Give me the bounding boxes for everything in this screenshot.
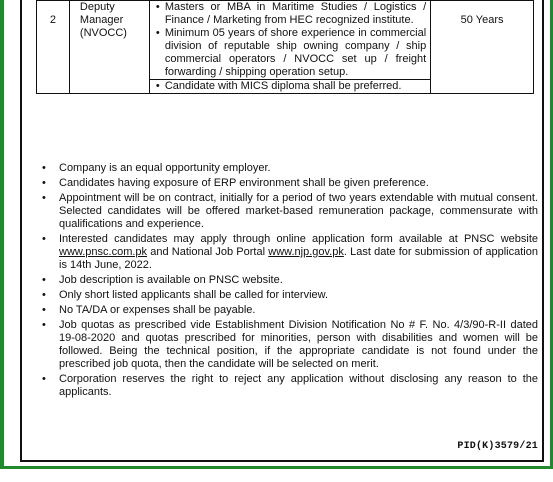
list-item [156, 27, 426, 79]
list-item: • Job quotas as prescribed vide Establishment Division Notification No # F. No. 4/3/90-R-II dated 19-08-2020 and quotas prescribed for minorities, person with disabilities and women will be followed. Being the technical position, if the appropriate candidate is not found under the prescribed job quota, then the candidate will be selected on merit. [42, 319, 538, 371]
qualification-text: Masters or MBA in Maritime Studies / Logistics / Finance / Marketing from HEC recognized institute. [164, 1, 427, 26]
list-item: • Appointment will be on contract, initially for a period of two years extendable with mutual consent. Selected candidates will be offered market-based remuneration package, commensurate with qualifications and experience. [42, 192, 538, 231]
apply-text: Interested candidates may apply through online application form available at PNSC website [59, 233, 538, 245]
list-item [42, 233, 538, 272]
green-frame-left [0, 0, 4, 482]
bullet-icon: • [155, 27, 160, 39]
pnsc-website-link[interactable]: www.pnsc.com.pk [59, 246, 148, 258]
preference-text: Candidate with MICS diploma shall be preferred. [164, 80, 402, 92]
job-table [36, 0, 534, 94]
list-item: • Candidates having exposure of ERP environment shall be given preference. [42, 177, 538, 190]
post-title: Deputy Manager (NVOCC) [69, 1, 149, 94]
requirements-block [150, 1, 430, 79]
apply-text-middle: and National Job Portal [147, 246, 269, 258]
max-age: 50 Years [431, 1, 534, 94]
qualification-cell [149, 1, 430, 94]
bullet-icon: • [155, 1, 160, 13]
table-row [37, 1, 534, 94]
deadline-text: . Last date for submission of application is 14th June, 2022. [59, 246, 538, 271]
list-item: • Only short listed applicants shall be called for interview. [42, 289, 538, 302]
list-item [156, 80, 426, 93]
preference-block [150, 79, 430, 93]
advertisement-sheet [20, 0, 544, 462]
list-item: • Job description is available on PNSC website. [42, 274, 538, 287]
reference-number: PID(K)3579/21 [457, 441, 538, 452]
list-item: • No TA/DA or expenses shall be payable. [42, 304, 538, 317]
bullet-icon: • [155, 80, 160, 92]
list-item: • Company is an equal opportunity employer. [42, 162, 538, 175]
serial-number: 2 [37, 1, 70, 94]
experience-text: Minimum 05 years of shore experience in commercial division of reputable ship owning company / ship commercial operators / NVOCC set up / freight forwarding / shipping operation setup. [164, 27, 427, 78]
terms-list [42, 162, 538, 401]
list-item: • Corporation reserves the right to reject any application without disclosing any reason to the applicants. [42, 373, 538, 399]
list-item [156, 1, 426, 27]
njp-website-link[interactable]: www.njp.gov.pk [268, 246, 344, 258]
page-margin [0, 469, 553, 482]
